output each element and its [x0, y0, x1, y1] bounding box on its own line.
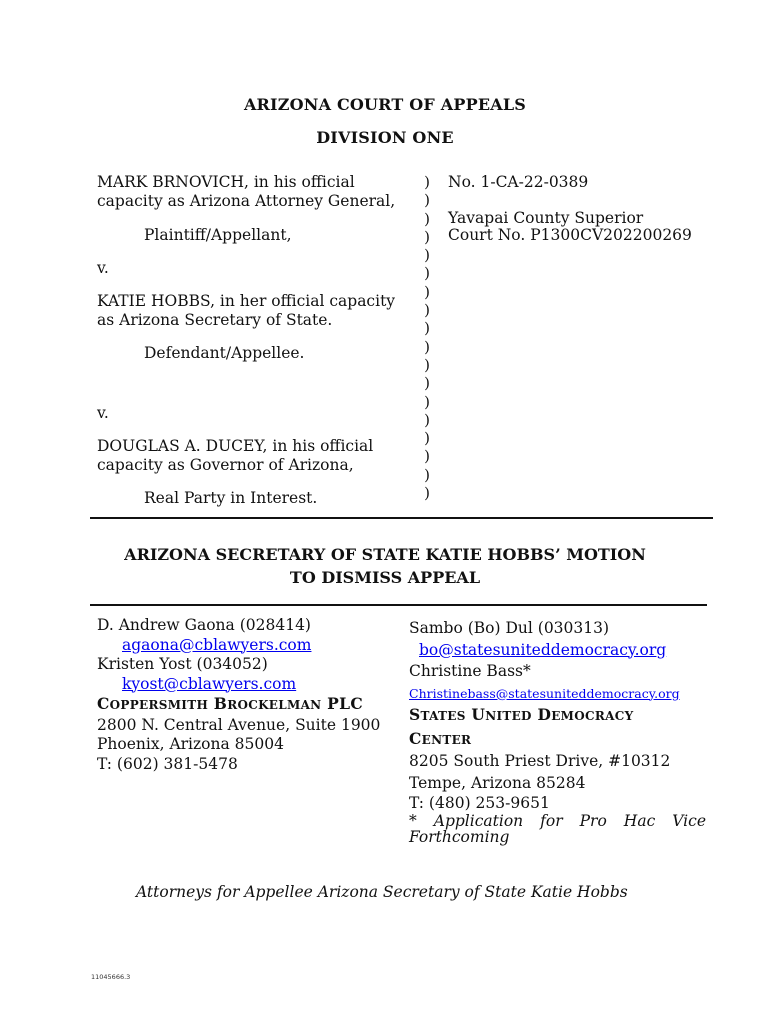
pro-hac-vice-note-1: * Application for Pro Hac Vice	[409, 812, 706, 830]
attorney-dul: Sambo (Bo) Dul (030313)	[409, 619, 610, 637]
case-number: No. 1-CA-22-0389	[448, 173, 589, 191]
party3-line1: DOUGLAS A. DUCEY, in his official	[97, 437, 374, 455]
paren: )	[424, 374, 430, 393]
lower-court-line1: Yavapai County Superior	[448, 209, 644, 227]
firm-initial-b: B	[213, 694, 228, 713]
email-dul-link[interactable]: bo@statesuniteddemocracy.org	[419, 640, 667, 659]
firm-oppersmith: OPPERSMITH	[109, 698, 209, 712]
email-dul-row	[409, 640, 706, 662]
firm-plc: PLC	[327, 694, 363, 713]
paren: )	[424, 227, 430, 246]
paren: )	[424, 429, 430, 448]
paren: )	[424, 191, 430, 210]
lower-court-line2: Court No. P1300CV202200269	[448, 226, 692, 244]
court-division: DIVISION ONE	[316, 128, 454, 147]
versus-1: v.	[97, 259, 109, 277]
email-gaona-row	[97, 636, 380, 656]
attorney-yost: Kristen Yost (034052)	[97, 655, 268, 673]
phone-right: T: (480) 253-9651	[409, 794, 550, 812]
counsel-left	[97, 616, 380, 774]
party1-role: Plaintiff/Appellant,	[144, 226, 292, 244]
org-nited: NITED	[485, 709, 532, 723]
email-bass-row	[409, 683, 706, 705]
org-tates: TATES	[420, 709, 466, 723]
paren: )	[424, 319, 430, 338]
paren: )	[424, 264, 430, 283]
paren: )	[424, 246, 430, 265]
pro-hac-vice-note-2: Forthcoming	[409, 828, 510, 846]
paren: )	[424, 410, 430, 429]
caption-rule	[90, 517, 713, 519]
address-right-1: 8205 South Priest Drive, #10312	[409, 752, 671, 770]
address-left-2: Phoenix, Arizona 85004	[97, 735, 284, 753]
email-yost-row	[97, 675, 380, 695]
court-name: ARIZONA COURT OF APPEALS	[243, 95, 527, 114]
paren: )	[424, 173, 430, 191]
email-gaona-link[interactable]: agaona@cblawyers.com	[122, 635, 312, 654]
paren: )	[424, 447, 430, 466]
email-yost-link[interactable]: kyost@cblawyers.com	[122, 674, 297, 693]
party2-role: Defendant/Appellee.	[144, 344, 305, 362]
org-initial-d: D	[537, 705, 552, 724]
counsel-right	[409, 618, 706, 846]
paren: )	[424, 465, 430, 484]
motion-title-line1: ARIZONA SECRETARY OF STATE KATIE HOBBS’ MOTION	[124, 545, 646, 564]
paren: )	[424, 209, 430, 228]
org-initial-c: C	[409, 728, 422, 748]
org-initial-s: S	[409, 705, 421, 724]
caption-parentheses	[422, 173, 432, 502]
attorney-gaona: D. Andrew Gaona (028414)	[97, 616, 311, 634]
party2-line2: as Arizona Secretary of State.	[97, 311, 333, 329]
firm-name	[97, 694, 380, 716]
firm-initial-c: C	[97, 694, 110, 713]
party2-line1: KATIE HOBBS, in her official capacity	[97, 292, 396, 310]
versus-2: v.	[97, 404, 109, 422]
paren: )	[424, 484, 430, 503]
party3-line2: capacity as Governor of Arizona,	[97, 456, 354, 474]
email-bass-link[interactable]: Christinebass@statesuniteddemocracy.org	[409, 685, 680, 701]
paren: )	[424, 355, 430, 374]
address-left-1: 2800 N. Central Avenue, Suite 1900	[97, 715, 381, 734]
party1-line1: MARK BRNOVICH, in his official	[97, 173, 355, 191]
title-rule	[90, 604, 707, 606]
org-enter: ENTER	[421, 732, 472, 747]
org-emocracy: EMOCRACY	[551, 709, 634, 723]
motion-title-line2: TO DISMISS APPEAL	[289, 568, 481, 587]
paren: )	[424, 301, 430, 320]
firm-rockelman: ROCKELMAN	[227, 698, 322, 712]
address-right-2: Tempe, Arizona 85284	[409, 773, 586, 792]
org-name-line2	[409, 728, 706, 752]
document-id: 11045666.3	[91, 973, 131, 981]
attorneys-for: Attorneys for Appellee Arizona Secretary of State Katie Hobbs	[136, 883, 628, 901]
paren: )	[424, 337, 430, 356]
attorney-bass: Christine Bass*	[409, 662, 531, 680]
org-initial-u: U	[471, 705, 486, 724]
phone-left: T: (602) 381-5478	[97, 754, 238, 773]
party1-line2: capacity as Arizona Attorney General,	[97, 192, 396, 210]
paren: )	[424, 392, 430, 411]
party3-role: Real Party in Interest.	[144, 489, 318, 507]
org-name-line1	[409, 704, 706, 728]
paren: )	[424, 282, 430, 301]
